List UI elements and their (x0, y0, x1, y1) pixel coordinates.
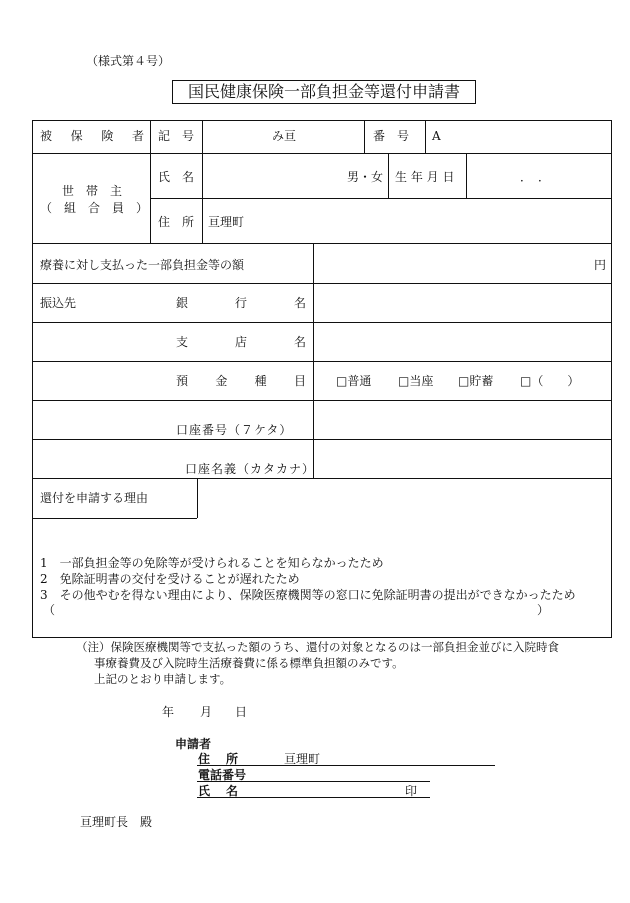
address-value[interactable]: 亘理町 (208, 215, 245, 229)
date-day[interactable]: 日 (235, 705, 248, 719)
row-divider (32, 361, 612, 362)
address-underline (197, 765, 495, 766)
account-number-label: 口座番号（７ケタ） (176, 423, 293, 437)
applicant-heading: 申請者 (175, 737, 212, 751)
col-divider (388, 153, 389, 198)
address-label: 住 所 (158, 215, 195, 229)
reason-item-2[interactable]: 2 免除証明書の交付を受けることが遅れたため (40, 572, 300, 586)
deposit-type-label: 預 金 種 目 (176, 374, 306, 388)
branch-name-label: 支 店 名 (176, 335, 306, 349)
amount-label: 療養に対し支払った一部負担金等の額 (40, 258, 245, 272)
reason-item-3[interactable]: 3 その他やむを得ない理由により、保険医療機関等の窓口に免除証明書の提出ができなかったため (40, 588, 576, 602)
row-divider (32, 478, 612, 479)
deposit-option-other[interactable]: □（ ） (520, 374, 580, 388)
householder-sublabel: （ 組 合 員 ） (40, 201, 149, 215)
birth-date-value[interactable]: ． ． (520, 170, 551, 184)
applicant-phone-label: 電話番号 (198, 768, 247, 782)
col-divider (202, 120, 203, 243)
name-underline[interactable] (197, 797, 430, 798)
kigo-label: 記 号 (158, 129, 195, 143)
reason-label: 還付を申請する理由 (40, 491, 149, 505)
seal-mark: 印 (405, 784, 418, 798)
row-divider (150, 198, 612, 199)
deposit-option-savings[interactable]: □貯蓄 (458, 374, 494, 388)
form-number: （様式第４号） (86, 54, 171, 68)
bank-name-label: 銀 行 名 (176, 296, 306, 310)
account-name-label: 口座名義（カタカナ） (185, 462, 316, 476)
bango-value[interactable]: A (432, 129, 441, 143)
date-year[interactable]: 年 (162, 705, 175, 719)
deposit-option-ordinary[interactable]: □普通 (336, 374, 372, 388)
insured-label: 被 保 険 者 (40, 129, 144, 143)
row-divider (32, 283, 612, 284)
reason-item-1[interactable]: 1 一部負担金等の免除等が受けられることを知らなかったため (40, 556, 384, 570)
note-line-1: （注）保険医療機関等で支払った額のうち、還付の対象となるのは一部負担金並びに入院時食 (76, 640, 559, 654)
applicant-address-value[interactable]: 亘理町 (284, 752, 321, 766)
transfer-label: 振込先 (40, 296, 77, 310)
col-divider (425, 120, 426, 153)
applicant-name-label: 氏 名 (198, 784, 241, 798)
deposit-option-current[interactable]: □当座 (398, 374, 434, 388)
row-divider (32, 400, 612, 401)
declaration: 上記のとおり申請します。 (94, 672, 232, 686)
date-month[interactable]: 月 (200, 705, 213, 719)
amount-unit: 円 (594, 258, 607, 272)
row-divider (32, 153, 612, 154)
col-divider (364, 120, 365, 153)
name-label: 氏 名 (158, 170, 195, 184)
reason-paren-close: ） (537, 603, 550, 617)
row-divider (32, 322, 612, 323)
note-line-2: 事療養費及び入院時生活療養費に係る標準負担額のみです。 (94, 656, 404, 670)
col-divider (150, 120, 151, 243)
reason-paren-open: （ (43, 603, 56, 617)
row-divider (32, 518, 197, 519)
birth-date-label: 生 年 月 日 (395, 170, 455, 184)
gender-choice[interactable]: 男・女 (347, 170, 384, 184)
row-divider (32, 243, 612, 244)
col-divider (197, 478, 198, 518)
bango-label: 番 号 (373, 129, 410, 143)
form-title: 国民健康保険一部負担金等還付申請書 (172, 80, 476, 104)
row-divider (32, 439, 612, 440)
col-divider (313, 243, 314, 478)
phone-underline[interactable] (197, 781, 430, 782)
applicant-address-label: 住 所 (198, 752, 241, 766)
kigo-value[interactable]: み亘 (272, 129, 297, 143)
col-divider (466, 153, 467, 198)
addressee: 亘理町長 殿 (80, 815, 153, 829)
householder-label: 世 帯 主 (61, 184, 122, 198)
